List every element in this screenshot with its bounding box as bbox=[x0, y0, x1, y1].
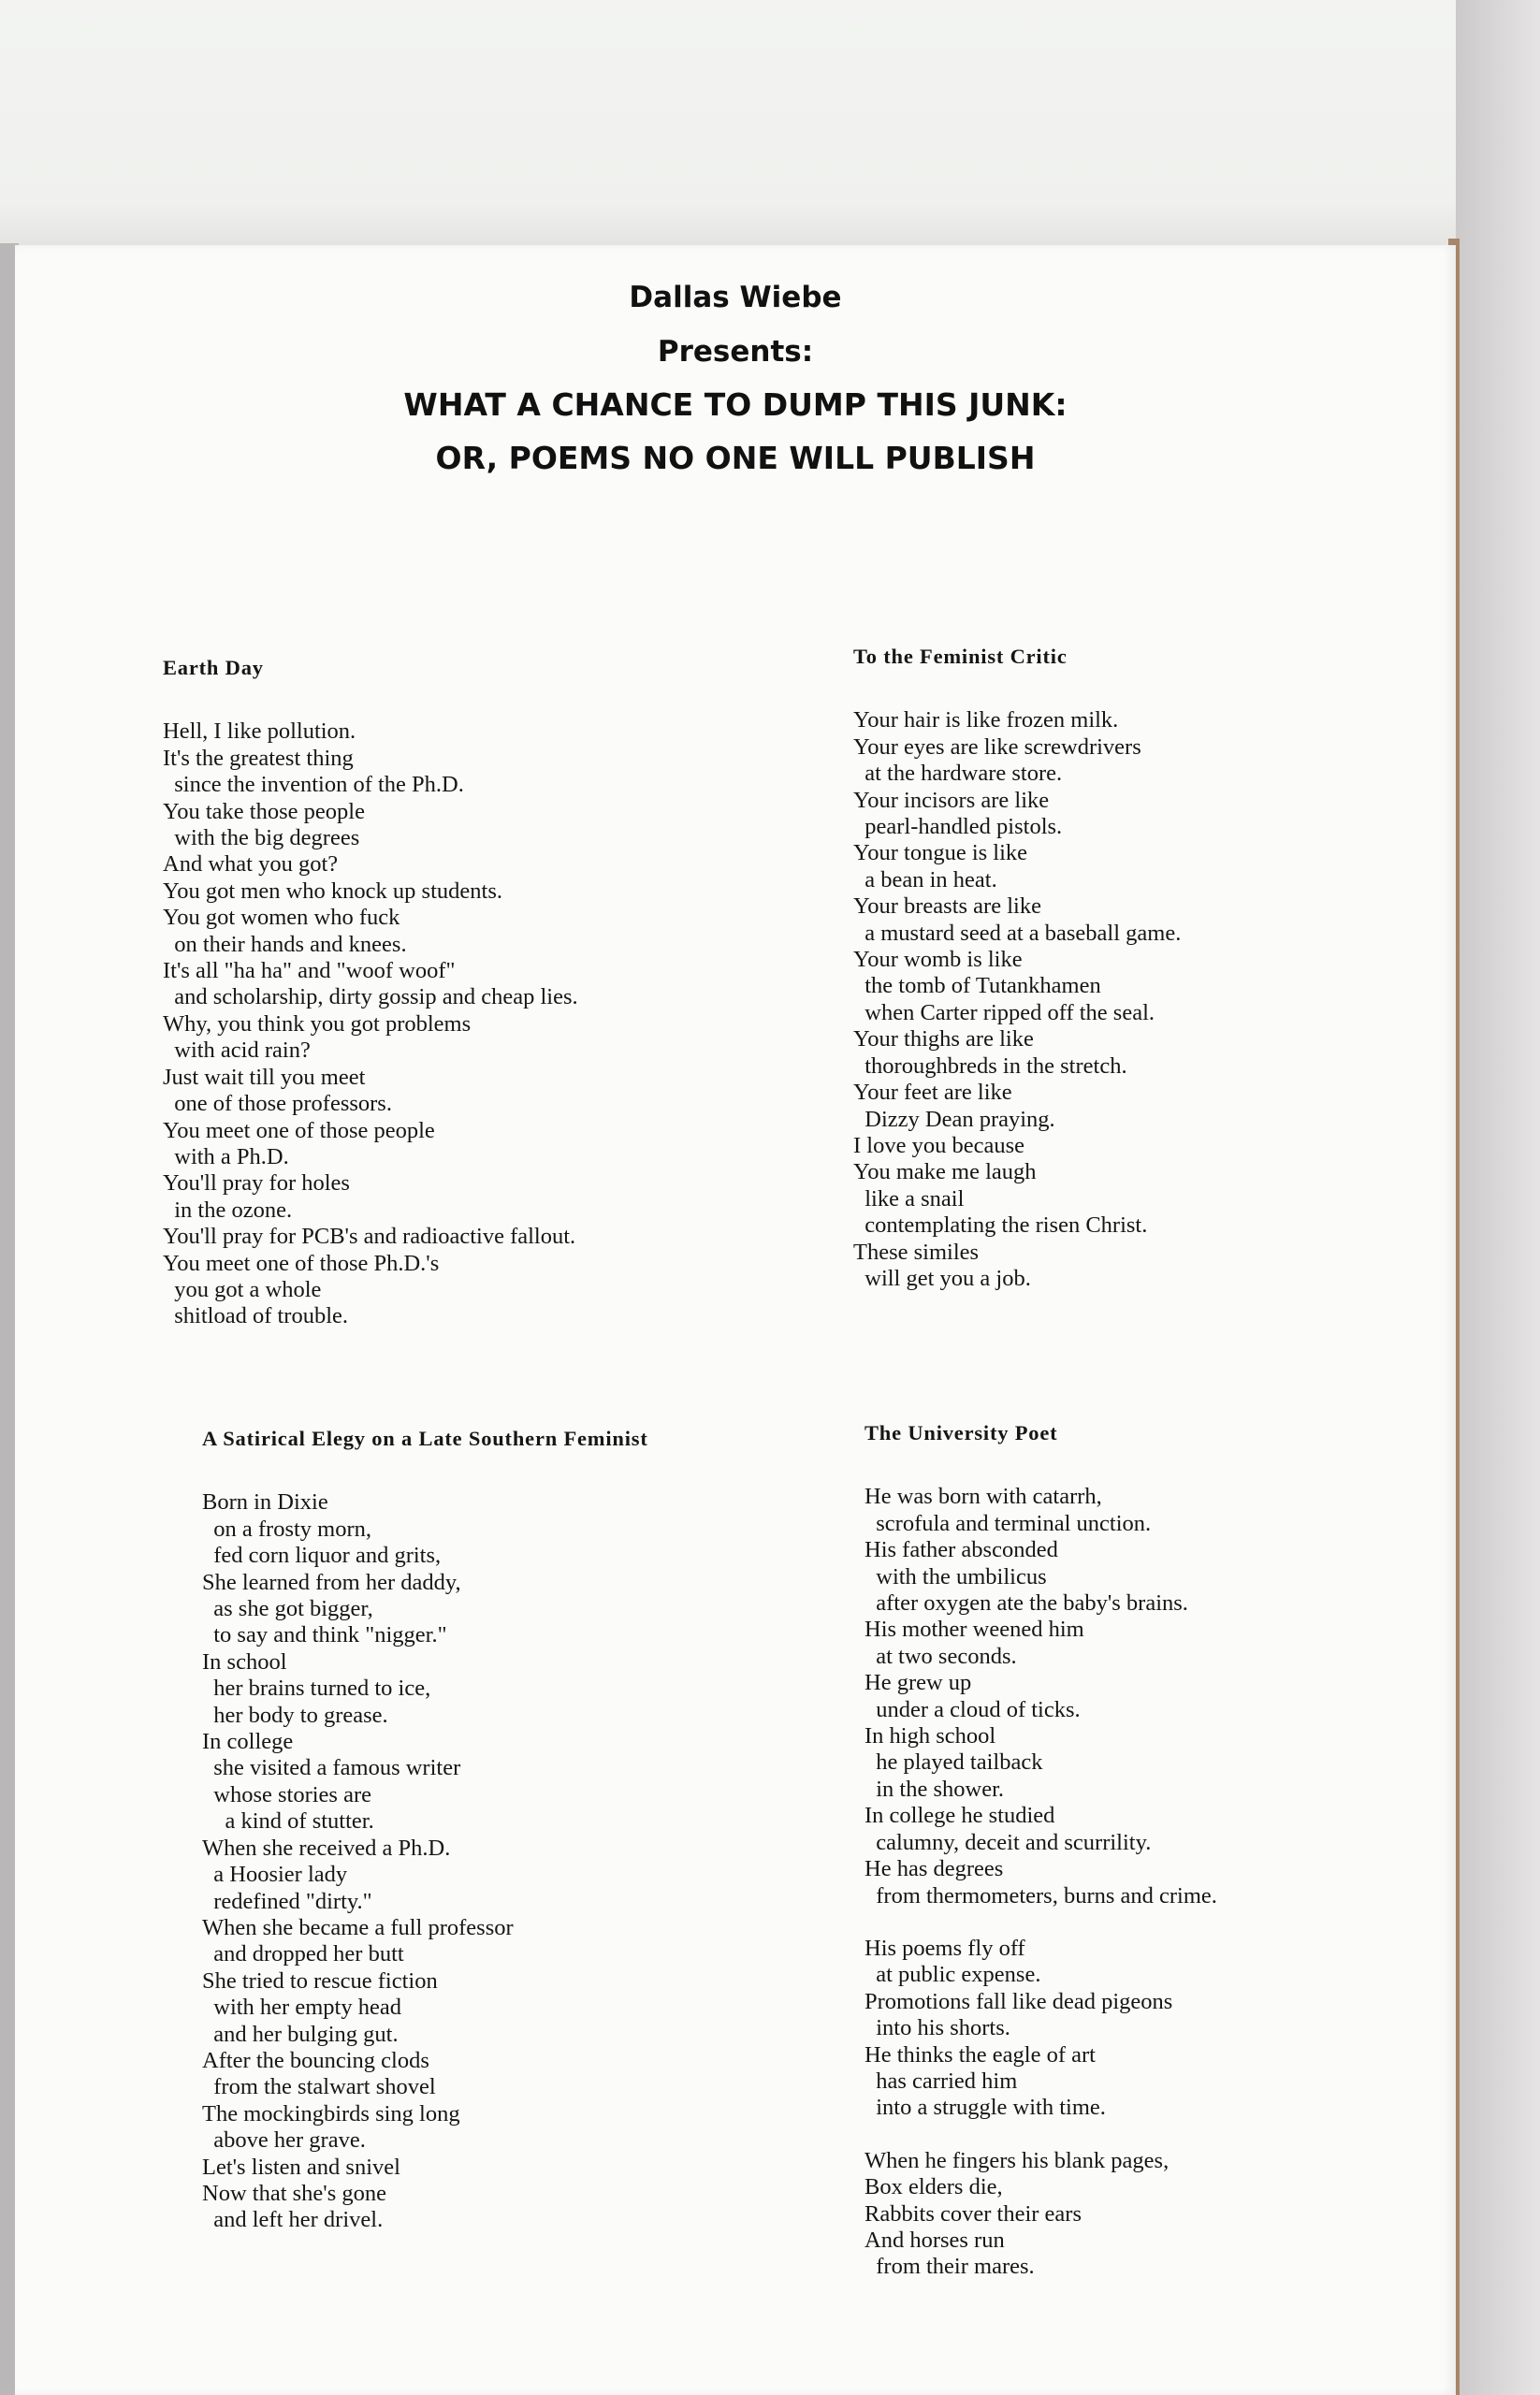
poem-line: to say and think "nigger." bbox=[202, 1622, 447, 1648]
poem-line: You meet one of those people bbox=[163, 1117, 435, 1143]
collection-subtitle: OR, POEMS NO ONE WILL PUBLISH bbox=[435, 440, 1036, 476]
poem-line: Hell, I like pollution. bbox=[163, 718, 356, 745]
poem-line: Your eyes are like screwdrivers bbox=[853, 733, 1141, 760]
poem-to-the-feminist-critic bbox=[853, 644, 1181, 1292]
poem-line: In high school bbox=[864, 1723, 996, 1749]
poem-line: After the bouncing clods bbox=[202, 2047, 429, 2073]
poem-line: Now that she's gone bbox=[202, 2180, 386, 2206]
poem-line: shitload of trouble. bbox=[163, 1303, 349, 1329]
poem-line: one of those professors. bbox=[163, 1091, 392, 1117]
poem-line: pearl-handled pistols. bbox=[853, 814, 1063, 840]
poem-line: on a frosty morn, bbox=[202, 1516, 371, 1542]
poem-line: since the invention of the Ph.D. bbox=[163, 772, 464, 798]
poem-line: You'll pray for holes bbox=[163, 1170, 350, 1197]
poem-line: Let's listen and snivel bbox=[202, 2154, 400, 2180]
poem-line: into a struggle with time. bbox=[864, 2095, 1106, 2121]
poem-line: In college he studied bbox=[864, 1803, 1055, 1829]
poem-line: with a Ph.D. bbox=[163, 1143, 289, 1169]
document-page bbox=[15, 245, 1456, 2395]
author-name: Dallas Wiebe bbox=[629, 281, 842, 314]
previous-page-edge bbox=[0, 0, 1540, 256]
poem-line: above her grave. bbox=[202, 2127, 366, 2154]
poem-line: His father absconded bbox=[864, 1537, 1058, 1563]
stanza-break bbox=[864, 2122, 1217, 2148]
poem-title: The University Poet bbox=[864, 1421, 1058, 1444]
poem-line: Your womb is like bbox=[853, 947, 1023, 973]
poem-line: and scholarship, dirty gossip and cheap lies. bbox=[163, 984, 578, 1010]
poem-line: Your hair is like frozen milk. bbox=[853, 707, 1119, 733]
poem-line: Your thighs are like bbox=[853, 1026, 1034, 1052]
poem-line: a mustard seed at a baseball game. bbox=[853, 920, 1182, 946]
poem-line: Rabbits cover their ears bbox=[864, 2200, 1082, 2227]
poem-line: He grew up bbox=[864, 1670, 972, 1696]
poem-line: You got women who fuck bbox=[163, 905, 400, 931]
poem-line: on their hands and knees. bbox=[163, 931, 407, 957]
poem-line: You meet one of those Ph.D.'s bbox=[163, 1250, 440, 1276]
stanza-break bbox=[864, 1909, 1217, 1936]
poem-line: from their mares. bbox=[864, 2254, 1035, 2280]
poem-line: like a snail bbox=[853, 1185, 965, 1212]
poem-line: He thinks the eagle of art bbox=[864, 2041, 1096, 2068]
poem-title: To the Feminist Critic bbox=[853, 645, 1068, 668]
poem-line: And what you got? bbox=[163, 851, 339, 878]
poem-line: at the hardware store. bbox=[853, 761, 1063, 787]
poem-line: You got men who knock up students. bbox=[163, 878, 502, 904]
poem-line: Your breasts are like bbox=[853, 893, 1041, 920]
poem-line: under a cloud of ticks. bbox=[864, 1696, 1081, 1722]
poem-line: These similes bbox=[853, 1239, 980, 1265]
poem-line: In college bbox=[202, 1729, 294, 1755]
poem-line: from thermometers, burns and crime. bbox=[864, 1882, 1217, 1909]
poem-line: You'll pray for PCB's and radioactive fallout. bbox=[163, 1224, 576, 1250]
poem-line: with the big degrees bbox=[163, 825, 360, 851]
poem-line: In school bbox=[202, 1648, 287, 1675]
poem-line: Dizzy Dean praying. bbox=[853, 1106, 1055, 1132]
poem-line: She learned from her daddy, bbox=[202, 1569, 461, 1595]
poem-line: when Carter ripped off the seal. bbox=[853, 999, 1155, 1025]
poem-line: calumny, deceit and scurrility. bbox=[864, 1829, 1152, 1855]
presents-label: Presents: bbox=[657, 335, 814, 369]
poem-line: the tomb of Tutankhamen bbox=[853, 973, 1101, 999]
poem-line: His mother weened him bbox=[864, 1617, 1084, 1643]
poem-line: has carried him bbox=[864, 2068, 1018, 2094]
poem-line: whose stories are bbox=[202, 1781, 371, 1807]
poem-line: She tried to rescue fiction bbox=[202, 1967, 438, 1994]
poem-line: scrofula and terminal unction. bbox=[864, 1510, 1152, 1536]
poem-line: he played tailback bbox=[864, 1749, 1043, 1776]
poem-line: with her empty head bbox=[202, 1995, 401, 2021]
poem-line: Your feet are like bbox=[853, 1080, 1012, 1106]
poem-line: contemplating the risen Christ. bbox=[853, 1212, 1148, 1239]
poem-line: redefined "dirty." bbox=[202, 1888, 372, 1914]
poem-line: thoroughbreds in the stretch. bbox=[853, 1052, 1127, 1079]
poem-line: in the shower. bbox=[864, 1776, 1005, 1802]
poem-line: His poems fly off bbox=[864, 1935, 1025, 1961]
poem-line: and dropped her butt bbox=[202, 1941, 404, 1967]
poem-line: as she got bigger, bbox=[202, 1596, 373, 1622]
poem-line: at public expense. bbox=[864, 1962, 1041, 1988]
poem-line: And horses run bbox=[864, 2227, 1005, 2253]
poem-title: Earth Day bbox=[163, 656, 264, 679]
poem-line: fed corn liquor and grits, bbox=[202, 1543, 442, 1569]
poem-line: When he fingers his blank pages, bbox=[864, 2147, 1170, 2173]
poem-satirical-elegy bbox=[202, 1426, 648, 2234]
poem-line: You make me laugh bbox=[853, 1159, 1037, 1185]
poem-line: He has degrees bbox=[864, 1856, 1004, 1882]
poem-line: It's the greatest thing bbox=[163, 745, 354, 771]
poem-line: Your incisors are like bbox=[853, 787, 1050, 813]
poem-line: with acid rain? bbox=[163, 1038, 311, 1064]
poem-line: with the umbilicus bbox=[864, 1563, 1047, 1589]
poem-line: Just wait till you meet bbox=[163, 1064, 366, 1090]
poem-line: When she received a Ph.D. bbox=[202, 1835, 451, 1861]
poem-line: a bean in heat. bbox=[853, 866, 997, 893]
poem-line: Box elders die, bbox=[864, 2174, 1003, 2200]
poem-line: at two seconds. bbox=[864, 1643, 1017, 1669]
poem-line: It's all "ha ha" and "woof woof" bbox=[163, 958, 456, 984]
poem-earth-day bbox=[163, 655, 578, 1330]
poem-line: a Hoosier lady bbox=[202, 1862, 348, 1888]
poem-line: I love you because bbox=[853, 1132, 1024, 1158]
poem-line: Your tongue is like bbox=[853, 840, 1028, 866]
poem-line: and left her drivel. bbox=[202, 2207, 384, 2233]
poem-line: her brains turned to ice, bbox=[202, 1676, 431, 1702]
poem-line: You take those people bbox=[163, 798, 365, 824]
background-surface-right bbox=[1456, 0, 1540, 2395]
collection-title: WHAT A CHANCE TO DUMP THIS JUNK: bbox=[403, 386, 1068, 423]
poem-line: a kind of stutter. bbox=[202, 1808, 374, 1835]
poem-line: Why, you think you got problems bbox=[163, 1010, 472, 1037]
poem-line: you got a whole bbox=[163, 1276, 322, 1302]
poem-line: Promotions fall like dead pigeons bbox=[864, 1988, 1173, 2014]
poem-university-poet bbox=[864, 1420, 1217, 2281]
poem-line: from the stalwart shovel bbox=[202, 2074, 436, 2100]
poem-line: The mockingbirds sing long bbox=[202, 2100, 460, 2126]
page-header bbox=[15, 269, 1456, 485]
poem-line: after oxygen ate the baby's brains. bbox=[864, 1590, 1188, 1617]
poem-line: will get you a job. bbox=[853, 1265, 1031, 1291]
poem-line: her body to grease. bbox=[202, 1702, 388, 1728]
poem-line: in the ozone. bbox=[163, 1197, 293, 1223]
poem-line: When she became a full professor bbox=[202, 1914, 514, 1940]
poem-line: she visited a famous writer bbox=[202, 1755, 461, 1781]
poem-line: He was born with catarrh, bbox=[864, 1484, 1102, 1510]
poem-title: A Satirical Elegy on a Late Southern Feminist bbox=[202, 1427, 648, 1450]
poem-line: into his shorts. bbox=[864, 2015, 1010, 2041]
poem-line: Born in Dixie bbox=[202, 1489, 328, 1516]
poem-line: and her bulging gut. bbox=[202, 2021, 399, 2047]
